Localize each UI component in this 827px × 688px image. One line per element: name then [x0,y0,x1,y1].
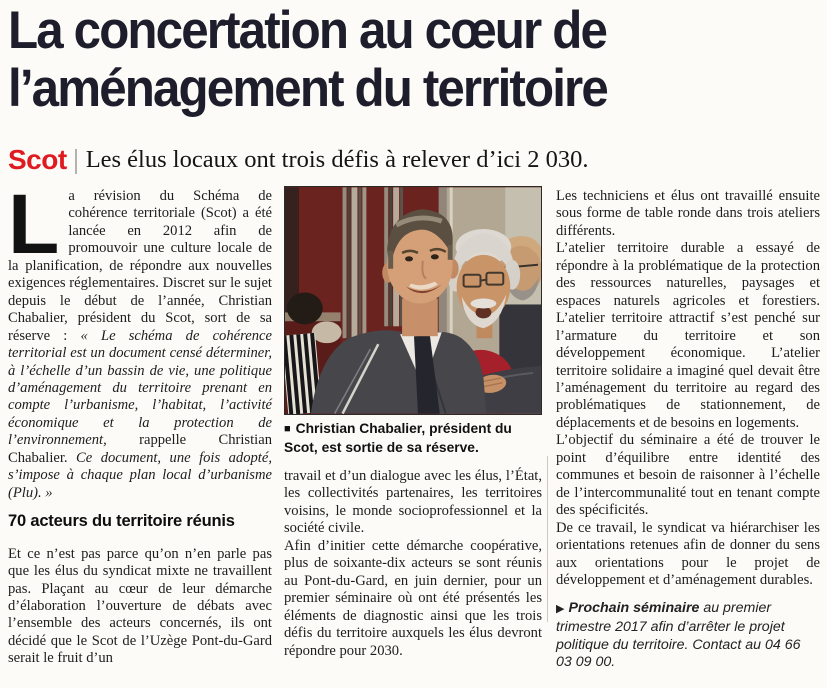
next-seminar-note [556,600,820,671]
intro-text: a révision du Schéma de cohérence territoriale (Scot) a été lancée en 2012 afin de promouvoir une culture locale de la planification, de répondre aux nouvelles exigences réglementaires. Discret sur le sujet depuis le début de l’année, Christian Chabalier, président du Scot, sort de sa réserve : [8,188,272,344]
photo-caption [284,420,542,456]
drop-cap: L [8,177,60,271]
kicker-label: Scot [8,144,67,175]
attribution-text: rappelle Christian Chabalier. [8,432,272,466]
note-arrow-icon: ▶ [556,603,565,616]
note-text: au premier trimestre 2017 afin d’arrêter le projet politique du territoire. Contact au 04 66 03 09 00. [556,600,801,671]
kicker-subtitle: Les élus locaux ont trois défis à relever d’ici 2 030. [85,146,589,173]
column-1 [8,177,272,668]
quote-text: « Le schéma de cohérence territorial est un document censé déterminer, à l’échelle d’un bassin de vie, une politique d’aménagement du territoire prenant en compte l’urbanisme, l’habitat, l’activité économique et la protection de l’environnement, [8,327,272,449]
column-2 [284,186,542,660]
section-subhead: 70 acteurs du territoire réunis [8,512,235,531]
headline-line-2: l’aménagement du territoire [8,59,607,118]
caption-text: Christian Chabalier, président du Scot, est sortie de sa réserve. [284,421,512,455]
body-paragraph: L’atelier territoire durable a essayé de répondre à la problématique de la protection des ressources naturelles, paysages et espaces naturels agricoles et forestiers. L’atelier territoire attractif s’est penché sur l’armature du territoire et son développement économique. L’atelier territoire solidaire a imaginé quel devait être l’aménagement du territoire au regard des problématiques de stationnement, de déplacements et de besoins en logements. [556,240,820,431]
column-3 [556,188,820,672]
body-paragraph: Et ce n’est pas parce qu’on n’en parle pas que les élus du syndicat mixte ne travaillent pas. Plaçant au cœur de leur démarche d’élaboration l’ouverture de débats avec l’ensemble des acteurs concernés, ils ont décidé que le Scot de l’Uzège Pont-du-Gard serait le fruit d’un [8,545,272,667]
body-paragraph: Les techniciens et élus ont travaillé ensuite sous forme de table ronde dans trois ateliers différents. [556,188,820,239]
body-paragraph: travail et d’un dialogue avec les élus, l’État, les collectivités partenaires, les territoires voisins, le monde socioprofessionnel et la société civile. [284,468,542,537]
quote-text-2: Ce document, une fois adopté, s’impose à chaque plan local d’urbanisme (Plu). » [8,449,272,501]
body-paragraph: De ce travail, le syndicat va hiérarchiser les orientations retenues afin de donner du sens aux orientations pour le projet de développement et d’aménagement durables. [556,519,820,588]
headline-line-1: La concertation au cœur de [8,1,607,60]
article-headline [8,2,652,118]
caption-square-icon: ■ [284,423,291,435]
body-paragraph: Afin d’initier cette démarche coopérative, plus de soixante-dix acteurs se sont réunis au Pont-du-Gard, en juin dernier, pour un premier séminaire où ont été présentés les éléments de diagnostic ainsi que les trois défis du territoire auxquels les élus devront répondre pour 2030. [284,537,542,659]
intro-paragraph [8,177,272,502]
kicker-row [8,144,588,176]
note-lead: Prochain séminaire [568,600,700,617]
body-paragraph: L’objectif du séminaire a été de trouver le point d’équilibre entre identité des communes et besoin de raisonner à l’échelle de l’intercommunalité tout en tenant compte des spécificités. [556,432,820,519]
column-rule [547,456,548,622]
kicker-separator [75,149,77,174]
article-photo [284,186,542,415]
